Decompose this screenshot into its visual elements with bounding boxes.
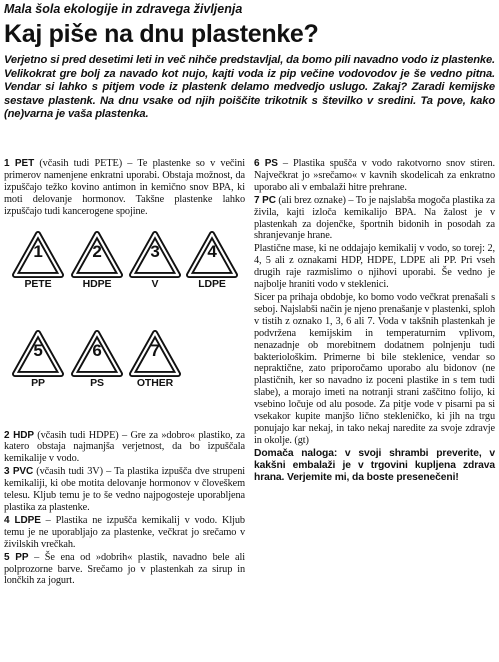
- paragraph-pp: 5 PP – Še ena od »dobrih« plastik, navadno bele ali polprozorne barve. Srečamo jo v plastenkah za sirup in lončkih za jogurt.: [4, 551, 245, 587]
- symbol-label: PS: [90, 376, 104, 389]
- recycling-symbol-2-icon: 2 HDPE: [71, 231, 123, 287]
- recycling-symbol-1-icon: 1 PETE: [12, 231, 64, 287]
- paragraph-hdp: 2 HDP (včasih tudi HDPE) – Gre za »dobro« plastiko, za katero obstaja najmanjša verjetnost, da bo izpuščala kemikalije v vodo.: [4, 429, 245, 465]
- article: [4, 2, 495, 660]
- paragraph-pet: 1 PET (včasih tudi PETE) – Te plastenke so v večini primerov namenjene enkratni uporabi. Obstaja možnost, da izpuščajo težko kovino antimon in kemično snov BPA, ki moti delovanje hormonov. Takšne plastenke lahko izpuščajo tudi kancerogene spojine.: [4, 158, 245, 217]
- paragraph-homework: Domača naloga: v svoji shrambi preverite, v kakšni embalaži je v trgovini kupljena zdrava hrana. Verjemite mi, da boste presenečeni!: [254, 447, 495, 483]
- article-title: Kaj piše na dnu plastenke?: [4, 20, 319, 48]
- paragraph-summary: Plastične mase, ki ne oddajajo kemikalij v vodo, so torej: 2, 4, 5 ali z oznakami HDP, HDPE, LDPE ali PP. Pri vseh drugih raje razmislimo o njihovi uporabi. Še vedno je najbolje hraniti vodo v steklenici.: [254, 243, 495, 291]
- right-column: [254, 158, 495, 588]
- paragraph-ps: 6 PS – Plastika spušča v vodo rakotvorno snov stiren. Največkrat jo »srečamo« v kavnih skodelicah za enkratno uporabo ali v embalaži hitre prehrane.: [254, 158, 495, 193]
- article-columns: [4, 158, 495, 588]
- section-kicker: Mala šola ekologije in zdravega življenja: [4, 2, 243, 16]
- recycling-symbol-5-icon: 5 PP: [12, 330, 64, 386]
- symbol-label: OTHER: [136, 376, 174, 389]
- paragraph-ldpe: 4 LDPE – Plastika ne izpušča kemikalij v vodo. Kljub temu je ne uporabljajo za plastenke, večkrat jo srečamo v živilskih vrečkah.: [4, 514, 245, 550]
- symbol-label: HDPE: [82, 277, 112, 290]
- paragraph-pvc: 3 PVC (včasih tudi 3V) – Ta plastika izpušča dve strupeni kemikaliji, ki obe motita delovanje hormonov v človeškem telesu. Kljub temu je to še vedno najpogosteje uporabljena plastika za plastenke.: [4, 466, 246, 513]
- recycling-symbol-6-icon: 6 PS: [71, 330, 123, 386]
- paragraph-pc: 7 PC (ali brez oznake) – To je najslabša mogoča plastika za živila, kajti izloča kemikalijo BPA. Na žalost je v plastenkah za dojenčke, športnih bidonih in posodah za shranjevanje hrane.: [254, 194, 495, 242]
- symbol-label: PETE: [24, 277, 52, 290]
- recycling-symbols: [4, 227, 240, 422]
- recycling-symbol-7-icon: 7 OTHER: [129, 330, 181, 386]
- symbol-label: PP: [31, 376, 45, 389]
- paragraph-advice: Sicer pa prihaja obdobje, ko bomo vodo večkrat prenašali s seboj. Najslabši način je njeno prenašanje v plastenki, sploh v tistih z oznako 1, 3, 6 ali 7. Voda v takšnih plastenkah je podvržena kemijskim in temperaturnim vplivom, nenazadnje ob morebitnem dodatnem polnjenju tudi bakteriološkim. Primerne bi bile steklenice, vendar so nepraktične, zato priporočamo uporabo alu bidonov (ne plastičnih, ker so navadno iz poceni plastike in s tem tudi slabe), a morajo imeti na notranji strani zaščitno folijo, ki vsebino ločuje od alu posode. Za pitje vode v pisarni pa si vsekakor kupite manjšo lično stekleničko, ki jih na trgu ponujajo kar nekaj, in tako nekaj naredite za svoje zdravje in okolje. (gt): [254, 291, 495, 446]
- symbol-label: V: [151, 277, 159, 290]
- recycling-symbol-3-icon: 3 V: [129, 231, 181, 287]
- symbol-label: LDPE: [198, 277, 226, 290]
- article-lead: Verjetno si pred desetimi leti in več nihče predstavljal, da bomo pili navadno vodo iz plastenke. Velikokrat gre bolj za navado kot nujo, kajti voda iz pip večine vodovodov je še vedno pitna. Vendar si lahko s pitjem vode iz plastenk delamo medvedjo uslugo. Zakaj? Zaradi kemijske sestave plastenk. Na dnu vsake od njih poiščite trikotnik s številko v sredini. Ta pove, kako (ne)varna je vaša plastenka.: [4, 54, 495, 121]
- left-column: [4, 158, 245, 588]
- recycling-symbol-4-icon: 4 LDPE: [186, 231, 238, 287]
